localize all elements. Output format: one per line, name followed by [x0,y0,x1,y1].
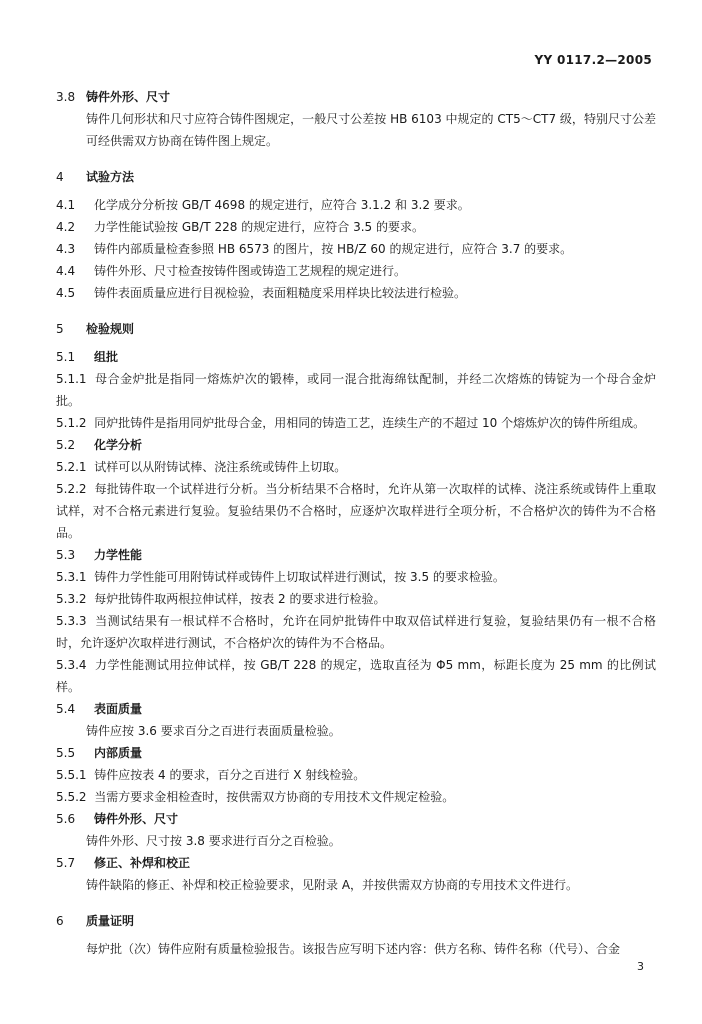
paragraph [56,786,656,808]
paragraph [56,478,656,544]
subsection-number: 5.5 [56,746,76,760]
item-number: 5.3.2 [56,592,87,606]
item-number: 4.1 [56,198,76,212]
list-item [56,194,656,216]
section-heading [56,166,656,188]
paragraph: 每炉批（次）铸件应附有质量检验报告。该报告应写明下述内容：供方名称、铸件名称（代号）、合金 [86,942,621,956]
subsection-number: 5.3 [56,548,76,562]
item-text: 试样可以从附铸试棒、浇注系统或铸件上切取。 [94,460,347,474]
paragraph [56,588,656,610]
subsection-heading [56,808,656,830]
section-title: 质量证明 [86,914,135,928]
subsection-title: 化学分析 [94,438,143,452]
section-heading [56,86,656,108]
list-item [56,260,656,282]
item-number: 4.2 [56,220,76,234]
paragraph [56,566,656,588]
subsection-number: 5.1 [56,350,76,364]
section-title: 铸件外形、尺寸 [86,90,171,104]
subsection-heading [56,346,656,368]
item-number: 5.2.1 [56,460,87,474]
subsection-title: 铸件外形、尺寸 [94,812,179,826]
section-heading [56,910,656,932]
section-number: 3.8 [56,90,76,104]
subsection-title: 组批 [94,350,119,364]
subsection-title: 表面质量 [94,702,143,716]
item-number: 5.3.3 [56,614,87,628]
item-number: 4.5 [56,286,76,300]
paragraph: 铸件应按 3.6 要求百分之百进行表面质量检验。 [86,724,341,738]
item-text: 每炉批铸件取两根拉伸试样，按表 2 的要求进行检验。 [94,592,386,606]
subsection-title: 内部质量 [94,746,143,760]
subsection-title: 修正、补焊和校正 [94,856,191,870]
paragraph [56,654,656,698]
paragraph: 铸件外形、尺寸按 3.8 要求进行百分之百检验。 [86,834,341,848]
item-text: 力学性能测试用拉伸试样，按 GB/T 228 的规定，选取直径为 Φ5 mm，标距长度为 25 mm 的比例试样。 [56,658,656,694]
paragraph [56,610,656,654]
subsection-number: 5.6 [56,812,76,826]
item-text: 铸件力学性能可用附铸试样或铸件上切取试样进行测试，按 3.5 的要求检验。 [94,570,505,584]
item-number: 4.3 [56,242,76,256]
list-item [56,216,656,238]
subsection-heading [56,698,656,720]
subsection-number: 5.4 [56,702,76,716]
paragraph: 铸件几何形状和尺寸应符合铸件图规定，一般尺寸公差按 HB 6103 中规定的 CT5～CT7 级，特别尺寸公差可经供需双方协商在铸件图上规定。 [86,112,656,148]
section-number: 5 [56,322,64,336]
item-number: 5.3.1 [56,570,87,584]
section-number: 4 [56,170,64,184]
paragraph [56,764,656,786]
item-number: 4.4 [56,264,76,278]
standard-code: YY 0117.2—2005 [534,53,652,67]
item-number: 5.1.1 [56,372,87,386]
page-number: 3 [637,960,644,973]
subsection-number: 5.7 [56,856,76,870]
list-item [56,238,656,260]
subsection-heading [56,742,656,764]
item-text: 当需方要求金相检查时，按供需双方协商的专用技术文件规定检验。 [94,790,455,804]
item-number: 5.5.1 [56,768,87,782]
item-text: 母合金炉批是指同一熔炼炉次的锻棒，或同一混合批海绵钛配制，并经二次熔炼的铸锭为一个母合金炉批。 [56,372,656,408]
subsection-title: 力学性能 [94,548,143,562]
list-item [56,282,656,304]
subsection-heading [56,544,656,566]
paragraph: 铸件缺陷的修正、补焊和校正检验要求，见附录 A，并按供需双方协商的专用技术文件进行。 [86,878,579,892]
subsection-number: 5.2 [56,438,76,452]
item-text: 铸件表面质量应进行目视检验，表面粗糙度采用样块比较法进行检验。 [94,286,467,300]
paragraph [56,412,656,434]
paragraph [56,456,656,478]
item-text: 同炉批铸件是指用同炉批母合金，用相同的铸造工艺，连续生产的不超过 10 个熔炼炉次的铸件所组成。 [94,416,646,430]
item-text: 当测试结果有一根试样不合格时，允许在同炉批铸件中取双倍试样进行复验，复验结果仍有一根不合格时，允许逐炉次取样进行测试，不合格炉次的铸件为不合格品。 [56,614,656,650]
document-body [56,86,656,960]
item-number: 5.5.2 [56,790,87,804]
item-text: 铸件内部质量检查参照 HB 6573 的图片，按 HB/Z 60 的规定进行，应符合 3.7 的要求。 [94,242,573,256]
section-heading [56,318,656,340]
item-text: 力学性能试验按 GB/T 228 的规定进行，应符合 3.5 的要求。 [94,220,424,234]
item-number: 5.1.2 [56,416,87,430]
item-text: 化学成分分析按 GB/T 4698 的规定进行，应符合 3.1.2 和 3.2 要求。 [94,198,470,212]
item-text: 铸件外形、尺寸检查按铸件图或铸造工艺规程的规定进行。 [94,264,407,278]
item-text: 铸件应按表 4 的要求，百分之百进行 X 射线检验。 [94,768,366,782]
section-title: 检验规则 [86,322,135,336]
item-number: 5.3.4 [56,658,87,672]
subsection-heading [56,852,656,874]
item-text: 每批铸件取一个试样进行分析。当分析结果不合格时，允许从第一次取样的试棒、浇注系统或铸件上重取试样，对不合格元素进行复验。复验结果仍不合格时，应逐炉次取样进行全项分析，不合格炉次的铸件为不合格品。 [56,482,656,540]
section-title: 试验方法 [86,170,135,184]
section-number: 6 [56,914,64,928]
subsection-heading [56,434,656,456]
item-number: 5.2.2 [56,482,87,496]
paragraph [56,368,656,412]
